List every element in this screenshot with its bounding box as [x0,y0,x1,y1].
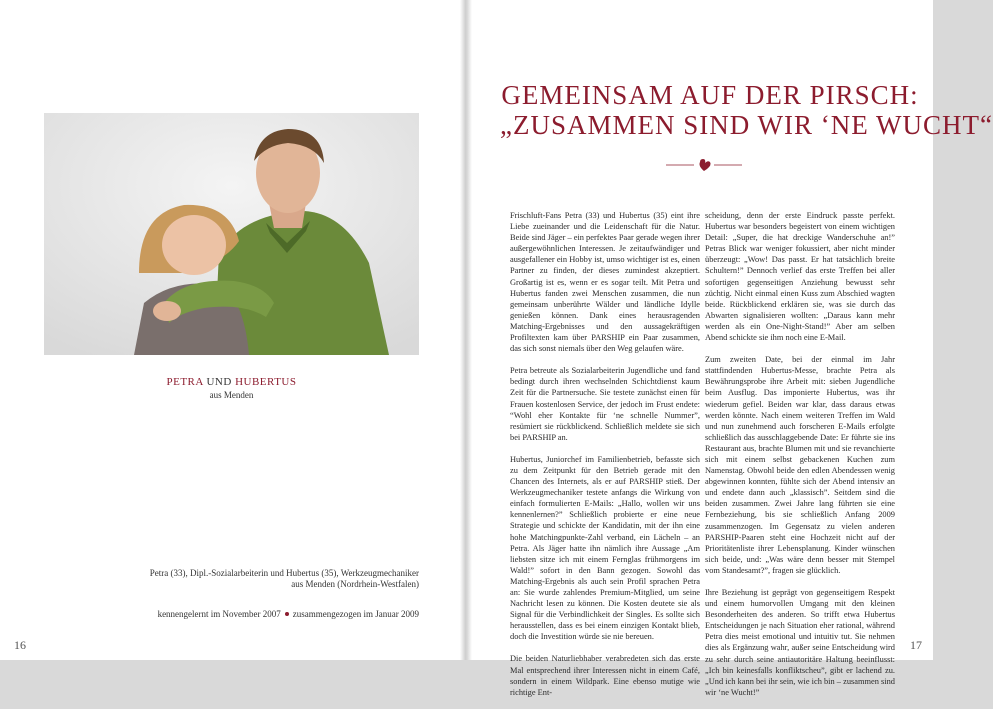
heart-ornament-icon [664,155,744,175]
caption-connector: UND [206,376,232,388]
book-gutter [460,0,472,660]
article-paragraph: Ihre Beziehung ist geprägt von gegenseitigem Respekt und einem humorvollen Umgang mit den kleinen Besonderheiten des anderen. So trifft etwa Hubertus Entscheidungen je nach Situation eher rational, während Petra dies meist emotional und intuitiv tut. Sie nehmen dies als Ergänzung wahr, außer seine Entscheidung wird zu sehr durch seine antiautoritäre Haltung beeinflusst: „Ich bin keinesfalls konfliktscheu”, gibt er lachend zu. „Und ich kann bei ihr sein, wie ich bin – zusammen sind wir ‘ne Wucht!” [705,588,895,697]
article-paragraph: Die beiden Naturliebhaber verabredeten sich das erste Mal entsprechend ihrer Interessen nicht in einem Café, sondern in einem Wildpark. Eine ebenso mutige wie richtige Ent- [510,654,700,697]
relationship-facts [44,609,419,619]
article-paragraph: Hubertus, Juniorchef im Familienbetrieb, befasste sich zu dem Zeitpunkt für den Betrieb gerade mit den Chancen des Internets, als er auf PARSHIP stieß. Der Werkzeugmechaniker testete anfangs die Wirkung von einfach formulierten E-Mails: „Hallo, wollen wir uns kennenlernen?” Schließlich probierte er eine neue Strategie und schickte der Kandidatin, mit der ihn eine hohe Matchingpunkte-Zahl verband, ein Lächeln – an Petra. Als Jäger hatte ihn nämlich ihre Aussage „Am liebsten sitze ich mit einem Fernglas frühmorgens im Wald!” sofort in den Bann gezogen. Sowohl das Matching-Ergebnis als auch sein Profil sprachen Petra an: Sie wurde zahlendes Premium-Mitglied, um seine Nachricht lesen zu können. Die Kosten deutete sie als Signal für die Verbindlichkeit der Singles. Es sollte sich herausstellen, dass es bei einem einzigen Kontakt blieb, doch die Investition würde sie nie bereuen. [510,454,700,642]
description-line1: Petra (33), Dipl.-Sozialarbeiterin und Hubertus (35), Werkzeugmechaniker [149,568,419,578]
couple-description [44,568,419,590]
page-number-left: 16 [14,638,26,652]
caption-second-name: HUBERTUS [235,376,297,388]
article-paragraph: Petra betreute als Sozialarbeiterin Jugendliche und fand bedingt durch ihren wechselnden Schichtdienst kaum Zeit für die Partnersuche. Sie testete zunächst einen für Frauen kostenlosen Service, der jedoch im Frust endete: “Wohl eher Kontakte für ‘ne schnelle Nummer”, resümiert sie rückblickend. Schließlich meldete sie sich bei PARSHIP an. [510,366,700,442]
article-paragraph: Zum zweiten Date, bei der einmal im Jahr stattfindenden Hubertus-Messe, brachte Petra als Bewährungsprobe ihre Arbeit mit: sieben Jugendliche beim Ausflug. Das imponierte Hubertus, was ihr wiederum gefiel. Beiden war klar, dass daraus etwas werden könnte. Nach einem weiteren Treffen im Wald und nun zunehmend auch forscheren E-Mails erfolgte schließlich das ausschlaggebende Date: Er führte sie ins Restaurant aus, brachte Blumen mit und sie revanchierte sich mit einem selbst gebackenen Kuchen zum Namenstag. Obwohl beide den edlen Abendessen wenig abgewinnen konnten, fühlte sich der Abend intensiv an und endete dann auch „klassisch”. Seitdem sind die beiden zusammen. Zwei Jahre lang führten sie eine Fernbeziehung, bis sie schließlich Anfang 2009 zusammenzogen. Im Gegensatz zu vielen anderen PARSHIP-Paaren steht eine Hochzeit nicht auf der Prioritätenliste ihrer Lebensplanung. Kinder wünschen sich beide, und: „Was wäre denn besser mit Stempel vom Standesamt?”, fragen sie glücklich. [705,355,895,575]
article-column-1 [510,210,700,709]
article-paragraph: scheidung, denn der erste Eindruck passte perfekt. Hubertus war besonders begeistert von einem wichtigen Detail: „Super, die hat dreckige Wanderschuhe an!” Petras Blick war weniger fokussiert, aber nicht minder überzeugt: „Wow! Das passt. Er hat tatsächlich breite Schultern!” Dennoch verlief das erste Treffen bei aller sofortigen gegenseitigen Anziehung bewusst sehr züchtig. Nicht einmal einen Kuss zum Abschied wagten beide. Rückblickend erklären sie, was sie durch das Abwarten signalisieren wollten: „Daraus kann mehr werden als ein One-Night-Stand!” Aber am selben Abend schickte sie ihm noch eine E-Mail. [705,211,895,343]
article-title-line2: „ZUSAMMEN SIND WIR ‘NE WUCHT“ [500,110,993,140]
article-column-2 [705,210,895,709]
bullet-dot-icon [285,612,289,616]
fact-met: kennengelernt im November 2007 [157,609,281,619]
page-number-right: 17 [910,638,922,652]
couple-photo [44,113,419,355]
fact-moved: zusammengezogen im Januar 2009 [292,609,419,619]
article-paragraph: Frischluft-Fans Petra (33) und Hubertus (35) eint ihre Liebe zueinander und die Leidenschaft für die Natur. Beide sind Jäger – ein perfektes Paar gerade wegen ihrer außergewöhnlichen Interessen. Je zeitaufwändiger und ausgefallener ein Hobby ist, umso wichtiger ist es, einen Partner zu finden, der dieses zumindest akzeptiert. Großartig ist es, wenn er es sogar teilt. Mit Petra und Hubertus fanden zwei Menschen zusammen, die nun gemeinsam unberührte Wälder und ländliche Idylle genießen können. Dank eines herausragenden Matching-Ergebnisses und den aussagekräftigen Profiltexten kam über PARSHIP ein Paar zusammen, das sich sonst niemals über den Weg gelaufen wäre. [510,211,700,354]
article-title-line1: GEMEINSAM AUF DER PIRSCH: [501,80,919,110]
description-line2: aus Menden (Nordrhein-Westfalen) [291,579,419,589]
caption-first-name: PETRA [166,376,204,388]
caption-place: aus Menden [209,390,254,400]
couple-names-caption [44,376,419,388]
couple-photo-illustration [44,113,419,355]
